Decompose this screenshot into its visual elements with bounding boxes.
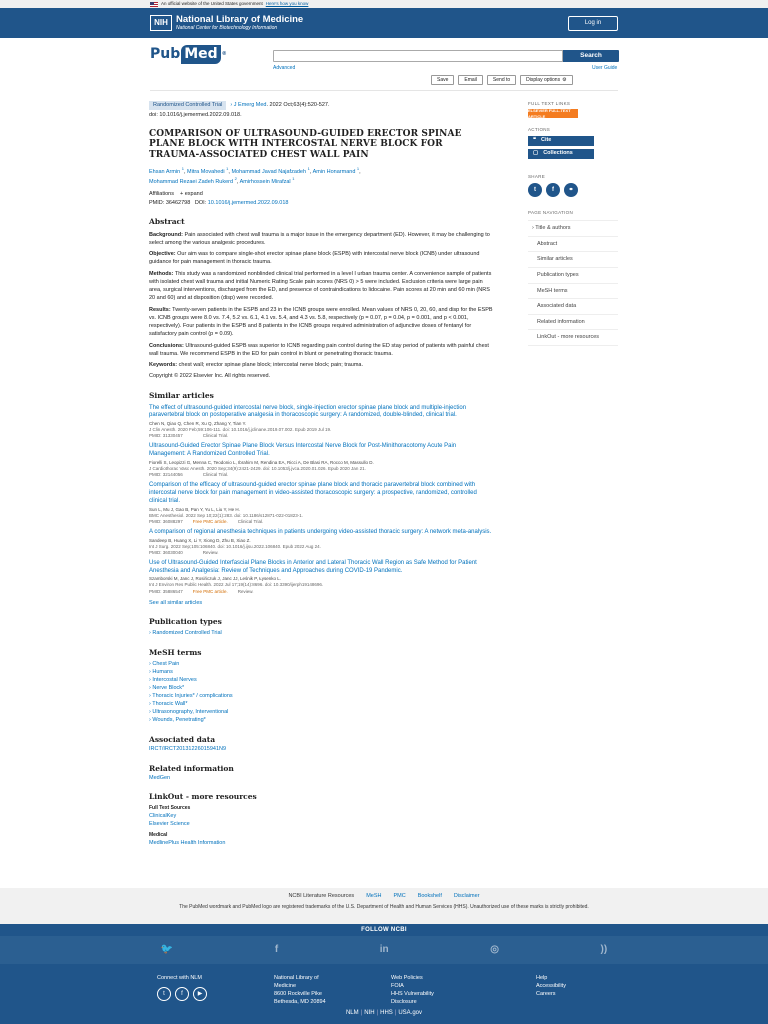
affiliations-row [149,191,494,198]
abstract-text: Ultrasound-guided ESPB was superior to ICNB regarding pain control during the ED stay period of patients with painful chest wall trauma. We recommend ESPB in the ED for pain control in blunt or penetrating thoracic trauma. [149,342,489,357]
abstract-text: Twenty-seven patients in the ESPB and 23 in the ICNB groups were enrolled. Mean values of NRS 0, 20, 60, and disp for the ESPB vs. ICNB groups were 8.0 vs. 7.4, 5.2 vs. 6.1, 4.1 vs. 5.4, and 4.3 vs. 5.8, respectively (p = 0.07, p = 0.04, p = 0.001, and p < 0.001, respectively). Four patients in the ESPB and 8 patients in the ICNB groups required administration of adjunctive doses of fentanyl for satisfactory pain control (p = 0.09). [149,306,493,338]
list-item [149,560,494,595]
footer-link[interactable]: Help [536,975,548,981]
nav-associated-data[interactable]: Associated data [528,299,618,315]
similar-article-pmid: PMID: 32144056 [149,472,183,478]
login-button[interactable]: Log in [568,16,618,31]
share-heading: SHARE [528,174,546,180]
similar-article-title[interactable]: Use of Ultrasound-Guided Interfascial Plane Blocks in Anterior and Lateral Thoracic Wall Region as Safe Method for Patient Anesthesia and Analgesia: Review of Techniques and Approaches during COVID-19 Pandemic. [149,559,477,574]
abstract-label: Conclusions: [149,342,184,349]
ncbi-social-bar [0,936,768,964]
abstract-text: chest wall; erector spinae plane block; intercostal nerve block; pain; trauma. [178,362,364,369]
author-link[interactable] [149,165,184,175]
author-link[interactable] [187,165,229,175]
doi-line: doi: 10.1016/j.jemermed.2022.09.018. [149,112,242,119]
similar-article-type: Review. [202,549,219,555]
address-column [274,975,326,1007]
list-item [149,443,494,478]
author-link[interactable] [149,176,237,186]
send-to-button[interactable]: Send to [487,75,516,85]
footer-link[interactable]: NCBI Literature Resources [288,893,355,899]
authors-list: Ehsan Armin $^1$, Mitra Movahedi $^1$, Mohammad Javad Najafzadeh $^1$, Amin Honarmand $^1$, Mohammad Rezaei Zadeh Rukerd $^2$, Amirhossein Mirafzal $^1$ [149,165,361,186]
abstract-text: Our aim was to compare single-shot erector spinae plane block (ESPB) with intercostal nerve block (ICNB) under ultrasound guidance for pain management in thoracic trauma. [149,251,480,266]
author-name: Mohammad Rezaei Zadeh Rukerd [149,179,234,186]
similar-article-type: Review. [237,588,254,594]
nlm-subtitle: National Center for Biotechnology Information [176,24,278,31]
search-row [0,38,768,74]
nav-title-authors[interactable]: › Title & authors [528,221,618,237]
footer-link[interactable]: NLM [345,1010,359,1016]
similar-article-pmid: PMID: 36088297 [149,518,183,524]
trademark-note: The PubMed wordmark and PubMed logo are registered trademarks of the U.S. Department of Health and Human Services (HHS). Unauthorized use of these marks is strictly prohibited. [179,904,589,911]
abstract-objective [149,250,494,267]
mesh-terms-list [149,661,494,725]
facebook-icon[interactable]: f [274,944,279,956]
logo-med: Med [181,45,220,64]
similar-article-authors: Sun L, Mu J, Gao B, Pan Y, Yu L, Liu Y, He H. [149,506,240,512]
twitter-icon[interactable]: 🐦 [160,944,174,956]
see-all-similar-link[interactable]: See all similar articles [149,599,203,606]
us-flag-icon [150,2,158,7]
author-name: Mohammad Javad Najafzadeh [231,168,307,175]
author-affil-num[interactable]: 1 [226,165,229,171]
footer-link[interactable]: HHS Vulnerability [391,990,434,997]
free-pmc-label: Free PMC article. [192,518,228,524]
linkout-heading: LinkOut - more resources [149,792,257,802]
abstract-conclusions [149,342,494,359]
mesh-term-link[interactable]: › Nerve Block* [149,685,494,693]
address-line[interactable]: Bethesda, MD 20894 [274,998,326,1005]
author-name: Amin Honarmand [312,168,356,175]
author-affil-num[interactable]: 1 [292,176,295,182]
author-affil-num[interactable]: 1 [356,165,360,171]
footer-link[interactable]: MeSH [366,893,382,899]
associated-data-heading: Associated data [149,734,216,744]
footer-link[interactable]: NIH [364,1010,375,1016]
abstract-label: Methods: [149,270,174,277]
abstract-text: Pain associated with chest wall trauma is a major issue in the emergency department (ED). However, it may be challenging to select among the various analgesic procedures. [149,231,490,246]
similar-article-meta [149,519,494,525]
publication-type-badge[interactable]: Randomized Controlled Trial [149,101,226,110]
author-name: Mitra Movahedi [187,168,225,175]
similar-article-citation: Int J Surg. 2022 Sep;105:106840. doi: 10.1016/j.ijsu.2022.106840. Epub 2022 Aug 24. [149,543,321,549]
similar-article-citation: J Cardiothorac Vasc Anesth. 2020 Sep;34(9):2421-2429. doi: 10.1053/j.jvca.2020.01.026. Epub 2020 Jan 21. [149,466,366,472]
youtube-icon[interactable]: ▶ [193,987,207,1001]
similar-article-type: Clinical Trial. [202,433,229,439]
publication-types-heading: Publication types [149,616,222,626]
abstract-methods [149,270,494,303]
nav-abstract[interactable]: Abstract [528,237,618,253]
address-line[interactable]: National Library of [274,975,319,981]
abstract-label: Background: [149,231,183,238]
linkout-link[interactable]: ClinicalKey [149,812,177,819]
collections-button[interactable] [528,149,594,159]
similar-article-type: Clinical Trial. [202,472,229,478]
mesh-terms-heading: MeSH terms [149,648,202,658]
bookmark-icon: ▢ [533,150,539,157]
connect-column [157,975,207,1001]
gov-banner [0,0,768,8]
similar-article-citation: BMC Anesthesiol. 2022 Sep 10;22(1):283. doi: 10.1186/s12871-022-01823-1. [149,512,304,518]
abstract-heading: Abstract [149,217,185,227]
connect-label: Connect with NLM [157,975,202,981]
list-item [149,405,494,440]
author-link[interactable] [239,176,295,186]
similar-article-title[interactable]: Comparison of the efficacy of ultrasound-guided erector spinae plane block and thoracic paravertebral block combined with intercostal nerve block for pain management in video-assisted thoracoscopic surgery: a prospective, randomized, controlled clinical trial. [149,482,477,504]
similar-article-authors: Fiorelli S, Leopizzi G, Menna C, Teodonio L, Ibrahim M, Rendina EA, Ricci A, De Blasi RA, Rocco M, Massullo D. [149,460,374,466]
abstract-label: Results: [149,306,171,313]
nav-similar-articles[interactable]: Similar articles [528,252,618,268]
doi-label: DOI: [194,199,207,206]
address-line[interactable]: Medicine [274,982,297,989]
similar-article-type: Clinical Trial. [237,518,264,524]
footer-link[interactable]: Disclaimer [453,893,480,899]
expand-affiliations-button[interactable]: + expand [179,190,203,197]
mesh-term-link[interactable]: › Wounds, Penetrating* [149,717,494,725]
github-icon[interactable]: ◎ [490,944,499,956]
logo-reg: ® [221,51,227,58]
share-row [528,183,618,197]
mesh-term-link[interactable]: › Humans [149,669,494,677]
author-link[interactable] [231,165,310,175]
footer-link[interactable]: Disclosure [391,998,417,1005]
nav-label: Title & authors [535,225,571,232]
similar-article-pmid: PMID: 35886547 [149,588,183,594]
nlm-social-icons [157,987,207,1001]
abstract-background [149,231,494,248]
similar-article-authors: Szamborski M, Janc J, Rosińczuk J, Janc JJ, Leśnik P, Łysenko L. [149,576,281,582]
abstract-body [149,231,494,381]
copyright: Copyright © 2022 Elsevier Inc. All rights reserved. [149,373,271,380]
page-navigation-list [528,220,618,346]
publication-type-link[interactable]: › Randomized Controlled Trial [149,630,494,638]
footer-link[interactable]: Accessibility [536,982,566,989]
sidebar [528,101,618,346]
journal-name: J Emerg Med [233,102,267,108]
similar-article-title[interactable]: A comparison of regional anesthesia techniques in patients undergoing video-assisted thoracic surgery: A network meta-analysis. [149,528,492,535]
twitter-icon[interactable]: t [528,183,542,197]
free-pmc-label: Free PMC article. [192,588,228,594]
citation-text: . 2022 Oct;63(4):520-527. [266,102,330,108]
article-title: COMPARISON OF ULTRASOUND-GUIDED ERECTOR SPINAE PLANE BLOCK WITH INTERCOSTAL NERVE BLOCK FOR TRAUMA-ASSOCIATED CHEST WALL PAIN [149,128,462,160]
similar-article-citation: J Clin Anesth. 2020 Feb;59:106-111. doi: 10.1016/j.jclinane.2019.07.002. Epub 2019 Jul 19. [149,427,332,433]
similar-article-pmid: PMID: 31330457 [149,433,183,439]
similar-article-meta [149,433,494,439]
nlm-header [0,8,768,38]
collections-label: Collections [543,150,573,157]
abstract-keywords [149,361,494,369]
list-item [149,482,494,525]
main-content [149,101,494,847]
similar-article-title[interactable]: The effect of ultrasound-guided intercostal nerve block, single-injection erector spinae plane block and multiple-injection paravertebral block on postoperative analgesia in thoracoscopic surgery: A randomized, double-blinded, clinical trial. [149,404,467,419]
advanced-search-link[interactable]: Advanced [273,65,296,71]
search-button[interactable]: Search [563,50,619,62]
author-name: Amirhossein Mirafzal [239,179,291,186]
pubmed-logo[interactable] [150,45,227,64]
similar-article-authors: Sandeep B, Huang X, Li Y, Xiong D, Zhu B, Xiao Z. [149,537,251,543]
author-link[interactable] [312,165,360,175]
medical-label: Medical [149,831,168,838]
rss-icon[interactable]: )) [600,944,608,956]
display-options-button[interactable] [520,75,572,85]
nlm-title: National Library of Medicine [176,13,304,25]
permalink-icon[interactable]: ⚭ [564,183,578,197]
full-text-sources-label: Full Text Sources [149,805,191,812]
similar-article-meta [149,472,494,478]
nav-linkout[interactable]: LinkOut - more resources [528,330,618,346]
footer-link[interactable]: Bookshelf [417,893,442,899]
help-column [536,975,566,999]
similar-articles-heading: Similar articles [149,390,214,400]
related-information-link[interactable]: MedGen [149,774,171,781]
user-guide-link[interactable]: User Guide [592,65,618,71]
footer-link[interactable]: USA.gov [398,1010,423,1016]
actions-heading: ACTIONS [528,127,551,133]
author-affil-num[interactable]: 2 [234,176,237,182]
related-information-heading: Related information [149,763,234,773]
mesh-term-link[interactable]: › Chest Pain [149,661,494,669]
similar-article-authors: Chen N, Qiao Q, Chen R, Xu Q, Zhang Y, Tian Y. [149,421,247,427]
citation-row [149,101,494,110]
nav-related-information[interactable]: Related information [528,315,618,331]
publication-types-list [149,630,494,638]
gov-banner-text: An official website of the United States government [161,0,263,6]
facebook-icon[interactable]: f [546,183,560,197]
mesh-term-link[interactable]: › Thoracic Injuries* / complications [149,693,494,701]
footer-links [0,888,768,900]
author-affil-num[interactable]: 1 [181,165,184,171]
divider [150,90,618,91]
facebook-icon[interactable]: f [175,987,189,1001]
abstract-results [149,306,494,339]
similar-article-meta [149,589,494,595]
policies-column [391,975,434,1007]
affiliations-label[interactable]: Affiliations [149,190,174,197]
linkout-link[interactable]: MedlinePlus Health Information [149,839,226,846]
page-navigation-heading: PAGE NAVIGATION [528,210,574,216]
similar-article-pmid: PMID: 36030040 [149,549,183,555]
similar-article-meta [149,550,494,556]
nlm-brand[interactable] [150,15,303,32]
cite-label: Cite [540,137,552,144]
author-affil-num[interactable]: 1 [307,165,310,171]
footer-link[interactable]: PMC [393,893,406,899]
abstract-label: Keywords: [149,362,178,369]
footer-link[interactable]: Web Policies [391,975,423,981]
similar-article-citation: Int J Environ Res Public Health. 2022 Jul 17;19(14):8696. doi: 10.3390/ijerph19148696. [149,582,324,588]
journal-link[interactable]: › J Emerg Med [230,102,267,108]
full-text-links-heading: FULL TEXT LINKS [528,101,571,106]
footer-links-section [0,888,768,928]
citation [230,102,329,109]
display-options-label: Display options [526,76,561,83]
similar-articles-list [149,405,494,595]
identifiers-row [149,200,494,207]
associated-data-link[interactable]: IRCT/IRCT20131226015941N9 [149,746,227,753]
mesh-term-link[interactable]: › Ultrasonography, Interventional [149,709,494,717]
nav-publication-types[interactable]: Publication types [528,268,618,284]
elsevier-full-text-button[interactable]: ELSEVIER FULL-TEXT ARTICLE [528,109,578,118]
linkedin-icon[interactable]: in [379,944,389,956]
actions-bar [431,75,573,85]
how-you-know-link[interactable]: Here's how you know [265,0,309,6]
email-button[interactable]: Email [458,75,483,85]
similar-article-title[interactable]: Ultrasound-Guided Erector Spinae Plane Block Versus Intercostal Nerve Block for Post-Minithoracotomy Acute Pain Management: A Randomized Controlled Trial. [149,443,457,458]
author-name: Ehsan Armin [149,168,181,175]
gear-icon: ⚙ [562,76,567,83]
abstract-label: Objective: [149,251,176,258]
quote-icon: ❝ [533,137,536,144]
cite-button[interactable] [528,136,594,146]
footer-link[interactable]: FOIA [391,982,404,989]
doi-link[interactable]: 10.1016/j.jemermed.2022.09.018 [207,199,289,206]
follow-ncbi-heading: FOLLOW NCBI [0,924,768,936]
nav-mesh-terms[interactable]: MeSH terms [528,284,618,300]
list-item [149,529,494,556]
logo-pub: Pub [150,46,181,62]
footer-link[interactable]: HHS [380,1010,393,1016]
bottom-links: NLM | NIH | HHS | USA.gov [345,1010,423,1016]
twitter-icon[interactable]: t [157,987,171,1001]
abstract-text: This study was a randomized nonblinded clinical trial performed in a level I urban trauma center. A convenience sample of patients with isolated chest wall trauma and initial Numeric Rating Scale pain scores (NRS 0) > 5 were included. Exclusion criteria were large pain area, surgical interventions, discharged from the ED, and presence of contraindications to lidocaine. Pain scores at 20 min and 60 min (NRS 20 and 60) and at disposition (disp) were recorded. [149,270,492,302]
mesh-term-link[interactable]: › Thoracic Wall* [149,701,494,709]
footer-link[interactable]: Careers [536,990,556,997]
pmid-value: 36462798 [165,199,191,206]
pmid-label: PMID: [149,199,165,206]
search-input[interactable] [273,50,563,62]
mesh-term-link[interactable]: › Intercostal Nerves [149,677,494,685]
linkout-link[interactable]: Elsevier Science [149,821,190,828]
address-line[interactable]: 8600 Rockville Pike [274,990,322,997]
nih-logo: NIH [150,15,172,31]
save-button[interactable]: Save [431,75,454,85]
